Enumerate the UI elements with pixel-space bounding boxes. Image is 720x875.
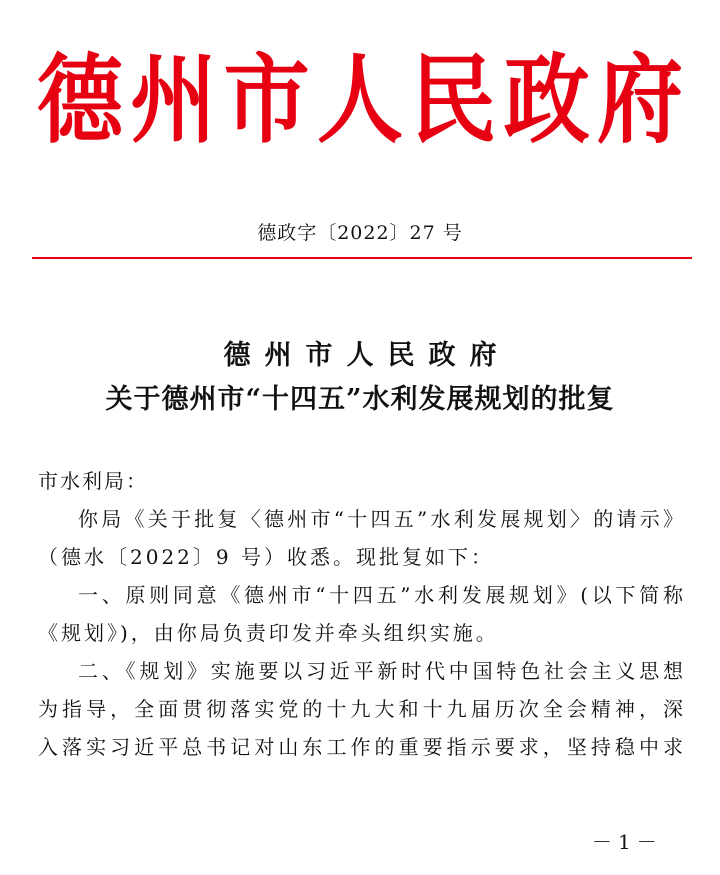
paragraph-line: 一、原则同意《德州市“十四五”水利发展规划》(以下简称 <box>78 583 686 607</box>
paragraph-2 <box>38 576 686 652</box>
paragraph-line: 你局《关于批复〈德州市“十四五”水利发展规划〉的请示》 <box>78 507 686 531</box>
title-line-1: 德州市人民政府 <box>223 340 511 371</box>
paragraph-line: 二、《规划》实施要以习近平新时代中国特色社会主义思想 <box>78 659 686 683</box>
document-title <box>0 334 720 422</box>
masthead-char: 州 <box>130 43 217 157</box>
title-line-2: 关于德州市“十四五”水利发展规划的批复 <box>105 384 615 415</box>
document-number: 德政字〔2022〕27 号 <box>257 222 463 244</box>
masthead-char: 人 <box>316 43 403 157</box>
masthead-char: 德 <box>37 43 123 157</box>
paragraph-line: （德水〔2022〕9 号）收悉。现批复如下： <box>38 545 494 569</box>
masthead-char: 府 <box>596 43 683 157</box>
masthead-char: 政 <box>503 43 590 157</box>
paragraph-line: 入落实习近平总书记对山东工作的重要指示要求，坚持稳中求 <box>38 735 686 759</box>
masthead-char: 民 <box>410 43 497 157</box>
paragraph-1 <box>38 500 686 576</box>
paragraph-line: 为指导，全面贯彻落实党的十九大和十九届历次全会精神，深 <box>38 697 686 721</box>
masthead-char: 市 <box>223 43 310 157</box>
masthead-title <box>34 39 686 162</box>
red-divider <box>32 257 692 259</box>
salutation: 市水利局： <box>38 469 148 493</box>
page-number: －1－ <box>592 830 663 854</box>
paragraph-3 <box>38 652 686 766</box>
paragraph-line: 《规划》)，由你局负责印发并牵头组织实施。 <box>38 621 499 645</box>
